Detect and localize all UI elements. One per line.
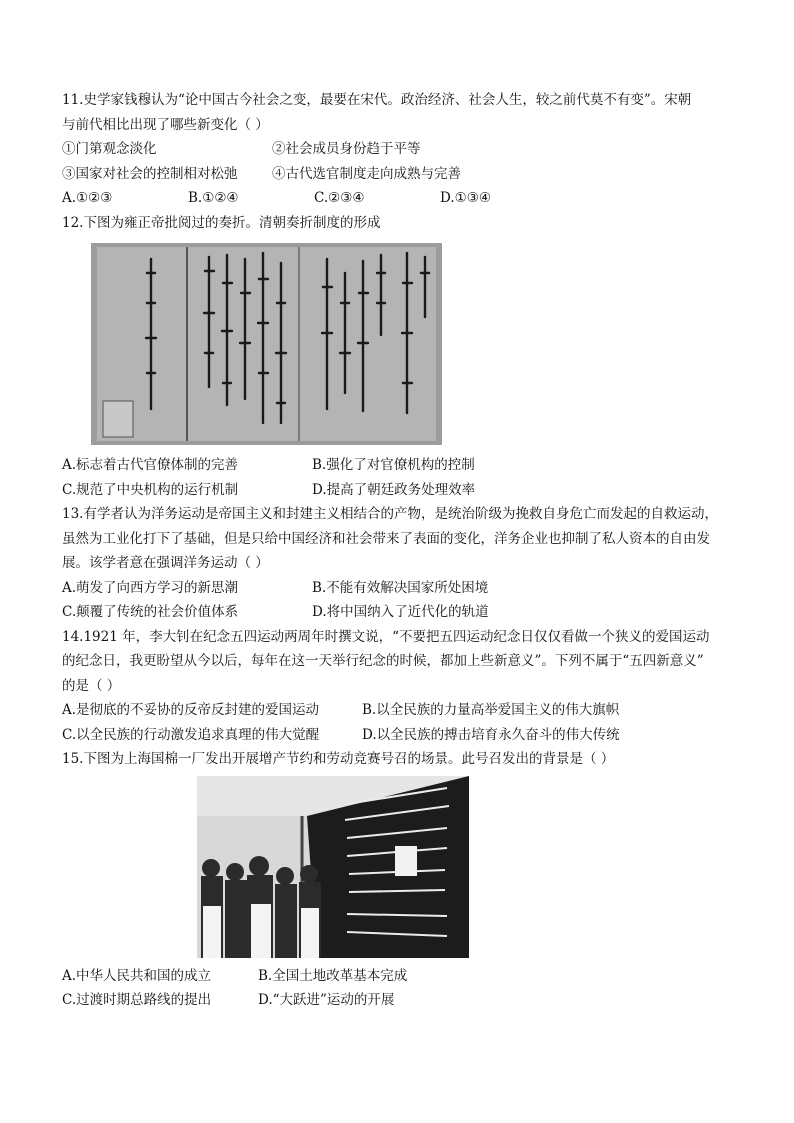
q13-option-b[interactable]: B.不能有效解决国家所处困境 (312, 579, 489, 596)
q11-option-b[interactable]: B.①②④ (188, 190, 239, 206)
q11-items-row2 (62, 162, 752, 187)
q11-option-a[interactable]: A.①②③ (62, 190, 113, 206)
q12-stem: 12.下图为雍正帝批阅过的奏折。清朝奏折制度的形成 (62, 214, 381, 231)
q13-options-row2 (62, 600, 752, 625)
q11-item-1: ①门第观念淡化 (62, 141, 157, 157)
q14-option-c[interactable]: C.以全民族的行动激发追求真理的伟大觉醒 (62, 726, 320, 743)
q15-option-b[interactable]: B.全国土地改革基本完成 (258, 967, 408, 984)
q15-options-row2 (62, 988, 752, 1013)
q13-option-c[interactable]: C.颠覆了传统的社会价值体系 (62, 604, 239, 620)
q14-options-row1 (62, 698, 752, 723)
q11-item-2: ②社会成员身份趋于平等 (272, 141, 421, 157)
q11-stem-line2: 与前代相比出现了哪些新变化（ ） (62, 116, 269, 133)
q14-option-b[interactable]: B.以全民族的力量高举爱国主义的伟大旗帜 (362, 702, 620, 718)
q11-item-3: ③国家对社会的控制相对松弛 (62, 165, 238, 182)
q13-option-d[interactable]: D.将中国纳入了近代化的轨道 (312, 604, 489, 620)
q14-option-a[interactable]: A.是彻底的不妥协的反帝反封建的爱国运动 (62, 702, 320, 718)
q14-stem-line1: 14.1921 年，李大钊在纪念五四运动两周年时撰文说，“不要把五四运动纪念日仅仅看做一个狭义的爱国运动 (62, 628, 710, 645)
q13-stem-line2: 虽然为工业化打下了基础，但是只给中国经济和社会带来了表面的变化，洋务企业也抑制了私人资本的自由发 (62, 530, 710, 547)
q11-stem-line1: 11.史学家钱穆认为“论中国古今社会之变，最要在宋代。政治经济、社会人生，较之前代莫不有变”。宋朝 (62, 92, 692, 108)
q13-stem-line3: 展。该学者意在强调洋务运动（ ） (62, 555, 269, 571)
q11-options (62, 186, 752, 211)
factory-photo (197, 776, 469, 958)
q15-option-c[interactable]: C.过渡时期总路线的提出 (62, 992, 212, 1008)
q11-items-row1 (62, 137, 752, 162)
q14-options-row2 (62, 723, 752, 748)
q12-option-c[interactable]: C.规范了中央机构的运行机制 (62, 481, 239, 498)
memorial-image (91, 243, 442, 445)
q15-option-a[interactable]: A.中华人民共和国的成立 (62, 967, 212, 984)
q14-option-d[interactable]: D.以全民族的搏击培育永久奋斗的伟大传统 (362, 726, 620, 743)
q13-stem-line1: 13.有学者认为洋务运动是帝国主义和封建主义相结合的产物，是统治阶级为挽救自身危亡而发起的自救运动， (62, 506, 718, 522)
q15-options-row1 (62, 964, 752, 989)
q14-stem-line3: 的是（ ） (62, 677, 121, 694)
q12-option-b[interactable]: B.强化了对官僚机构的控制 (312, 457, 475, 473)
q13-options-row1 (62, 576, 752, 601)
q11-option-c[interactable]: C.②③④ (314, 190, 365, 206)
q12-options-row1 (62, 453, 752, 478)
q15-option-d[interactable]: D.“大跃进”运动的开展 (258, 992, 395, 1008)
q12-option-d[interactable]: D.提高了朝廷政务处理效率 (312, 481, 476, 498)
q11-option-d[interactable]: D.①③④ (440, 190, 491, 206)
exam-page (62, 88, 752, 1013)
q13-option-a[interactable]: A.萌发了向西方学习的新思潮 (62, 579, 239, 596)
q12-options-row2 (62, 478, 752, 503)
q12-option-a[interactable]: A.标志着古代官僚体制的完善 (62, 457, 239, 473)
q11-item-4: ④古代选官制度走向成熟与完善 (272, 165, 461, 182)
q15-stem: 15.下图为上海国棉一厂发出开展增产节约和劳动竞赛号召的场景。此号召发出的背景是（ ） (62, 751, 615, 767)
q14-stem-line2: 的纪念日，我更盼望从今以后，每年在这一天举行纪念的时候，都加上些新意义”。下列不属于“五四新意义” (62, 653, 704, 669)
